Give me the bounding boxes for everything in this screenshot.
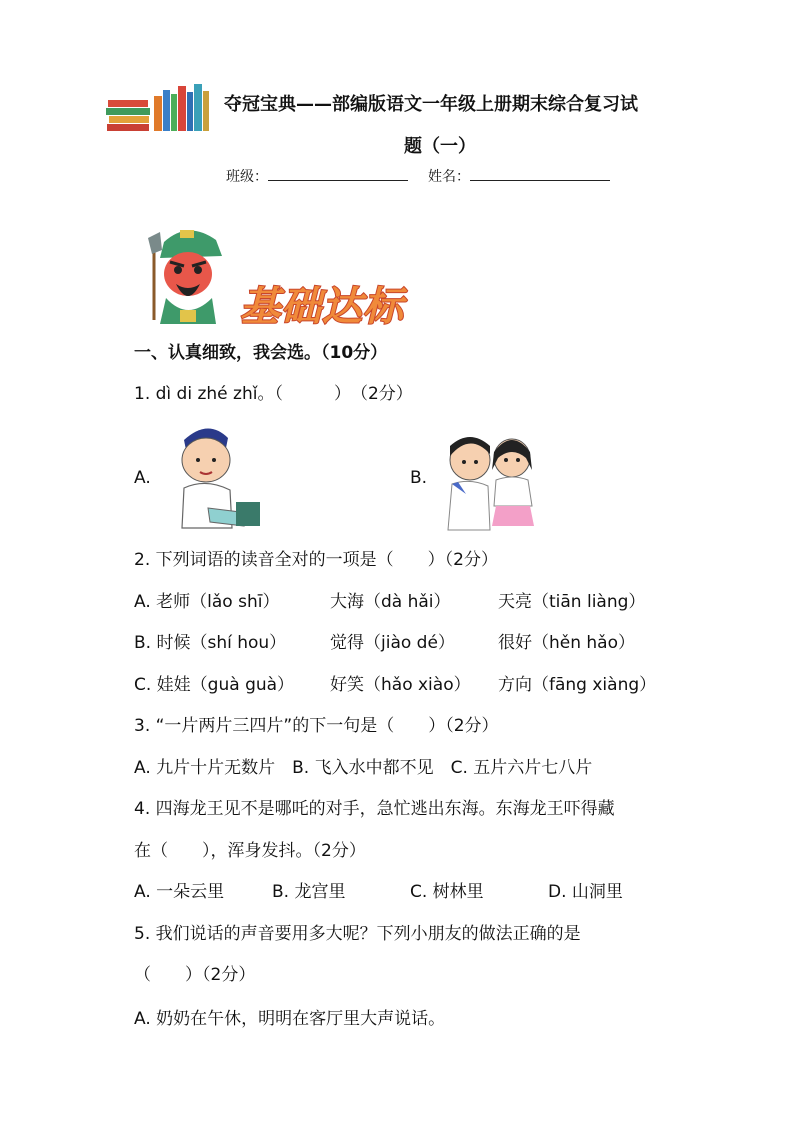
q2-option-c[interactable] [134,673,694,697]
q3-options[interactable]: A. 九片十片无数片 B. 飞入水中都不见 C. 五片六片七八片 [134,758,593,778]
q4-option-b[interactable]: B. 龙宫里 [272,882,346,902]
q2-b-word1: B. 时候（shí hou） [134,633,287,653]
q1-option-a-label[interactable]: A. [134,468,151,488]
banner-text: 基础达标 [240,284,404,328]
q4-option-c[interactable]: C. 树林里 [410,882,484,902]
name-blank[interactable] [470,166,610,181]
q2-stem: 2. 下列词语的读音全对的一项是（ ）（2分） [134,550,498,570]
q2-a-word1: A. 老师（lǎo shī） [134,592,280,612]
q2-option-b[interactable] [134,631,694,655]
banner-basic-standard [236,282,426,328]
q4-stem-line2: 在（ ），浑身发抖。（2分） [134,841,366,861]
q3-stem: 3. “一片两片三四片”的下一句是（ ）（2分） [134,716,499,736]
mascot-illustration [140,220,236,326]
q5-stem-line1: 5. 我们说话的声音要用多大呢？下列小朋友的做法正确的是 [134,924,581,944]
q4-options [134,880,694,904]
name-field [428,166,610,186]
q2-a-word2: 大海（dà hǎi） [330,592,451,612]
q2-option-a[interactable] [134,590,694,614]
q4-option-a[interactable]: A. 一朵云里 [134,882,225,902]
boy-folding-paper-image [170,418,266,532]
q5-stem-line2: （ ）（2分） [134,965,256,985]
class-field [226,166,408,186]
two-children-image [440,422,546,532]
q2-b-word2: 觉得（jiào dé） [330,633,455,653]
page-title-line2: 题（一） [404,136,476,157]
q2-a-word3: 天亮（tiān liàng） [498,592,646,612]
q5-option-a[interactable]: A. 奶奶在午休，明明在客厅里大声说话。 [134,1009,446,1029]
q1-option-b-label[interactable]: B. [410,468,428,488]
q2-b-word3: 很好（hěn hǎo） [498,633,636,653]
section-heading: 一、认真细致，我会选。（10分） [134,343,388,363]
q4-stem-line1: 4. 四海龙王见不是哪吒的对手，急忙逃出东海。东海龙王吓得藏 [134,799,615,819]
q2-c-word1: C. 娃娃（guà guà） [134,675,295,695]
q2-c-word2: 好笑（hǎo xiào） [330,675,471,695]
class-blank[interactable] [268,166,408,181]
q1-stem: 1. dì di zhé zhǐ。（ ） （2分） [134,384,413,404]
q4-option-d[interactable]: D. 山洞里 [548,882,623,902]
name-label: 姓名： [428,169,470,185]
page-title-line1: 夺冠宝典——部编版语文一年级上册期末综合复习试 [224,94,638,115]
class-label: 班级： [226,169,268,185]
books-illustration [106,82,210,132]
q2-c-word3: 方向（fāng xiàng） [498,675,657,695]
